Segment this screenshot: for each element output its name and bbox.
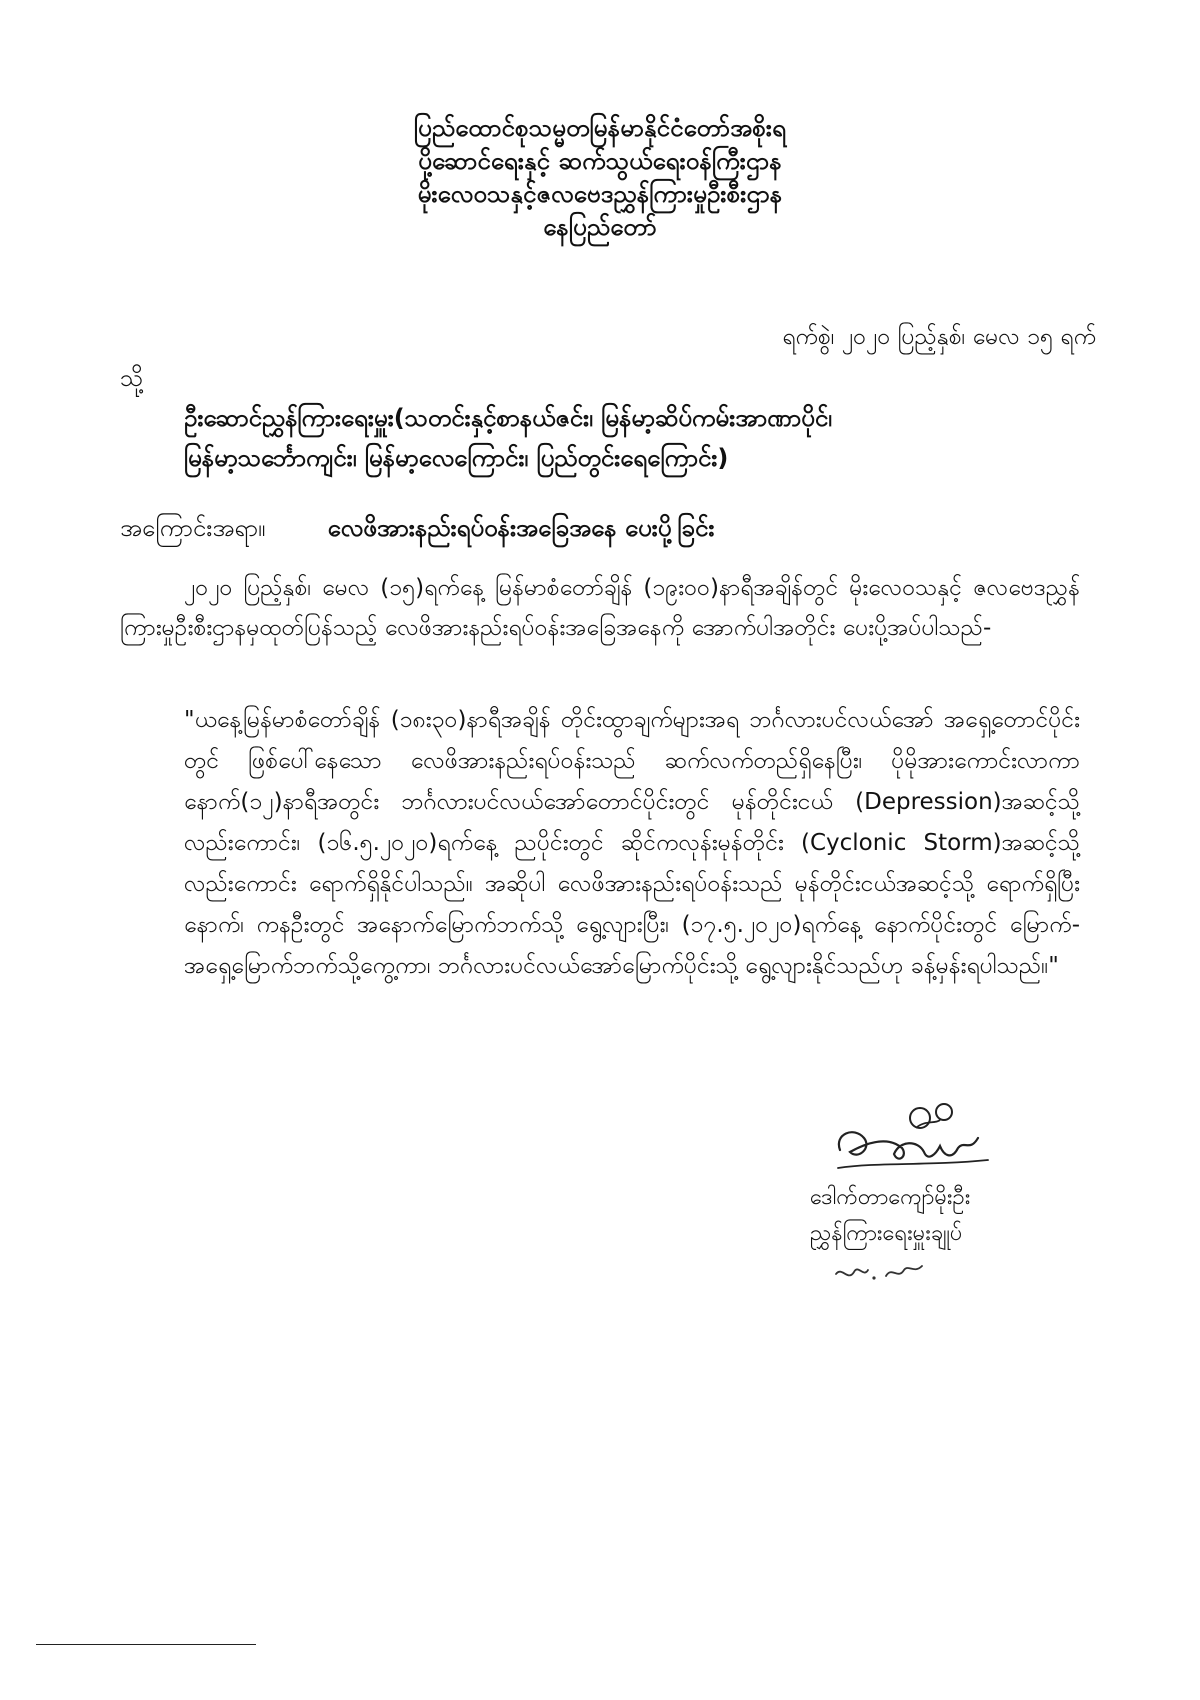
- letter-date: ရက်စွဲ၊ ၂၀၂၀ ပြည့်နှစ်၊ မေလ ၁၅ ရက်: [782, 324, 1096, 350]
- footnote-rule: [36, 1644, 256, 1645]
- letterhead: [0, 112, 1200, 244]
- forecast-quote: "ယနေ့မြန်မာစံတော်ချိန် (၁၈း၃၀)နာရီအချိန် တိုင်းထွာချက်များအရ ဘင်္ဂလားပင်လယ်အော် အရှေ့တောင်ပိုင်းတွင် ဖြစ်ပေါ်နေသော လေဖိအားနည်းရပ်ဝန်းသည် ဆက်လက်တည်ရှိနေပြီး၊ ပိုမိုအားကောင်းလာကာ နောက်(၁၂)နာရီအတွင်း ဘင်္ဂလားပင်လယ်အော်တောင်ပိုင်းတွင် မုန်တိုင်းငယ် (Depression)အဆင့်သို့ လည်းကောင်း၊ (၁၆.၅.၂၀၂၀)ရက်နေ့ ညပိုင်းတွင် ဆိုင်ကလုန်းမုန်တိုင်း (Cyclonic Storm)အဆင့်သို့ လည်းကောင်း ရောက်ရှိနိုင်ပါသည်။ အဆိုပါ လေဖိအားနည်းရပ်ဝန်းသည် မုန်တိုင်းငယ်အဆင့်သို့ ရောက်ရှိပြီးနောက်၊ ကနဦးတွင် အနောက်မြောက်ဘက်သို့ ရွေ့လျားပြီး၊ (၁၇.၅.၂၀၂၀)ရက်နေ့ နောက်ပိုင်းတွင် မြောက်-အရှေ့မြောက်ဘက်သို့ကွေ့ကာ၊ ဘင်္ဂလားပင်လယ်အော်မြောက်ပိုင်းသို့ ရွေ့လျားနိုင်သည်ဟု ခန့်မှန်းရပါသည်။": [184, 707, 1080, 979]
- recipient-line-2: မြန်မာ့သင်္ဘောကျင်း၊ မြန်မာ့လေကြောင်း၊ ပြည်တွင်းရေကြောင်း): [184, 444, 729, 472]
- letterhead-government: ပြည်ထောင်စုသမ္မတမြန်မာနိုင်ငံတော်အစိုးရ: [413, 114, 787, 142]
- handwritten-initials: [830, 1252, 940, 1292]
- subject-label: အကြောင်းအရာ။: [120, 514, 266, 542]
- subject-line: [120, 512, 1100, 548]
- intro-paragraph: ၂၀၂၀ ပြည့်နှစ်၊ မေလ (၁၅)ရက်နေ့ မြန်မာစံတော်ချိန် (၁၉း၀၀)နာရီအချိန်တွင် မိုးလေဝသနှင့် ဇလဗေဒညွှန်ကြားမှုဦးစီးဌာနမှထုတ်ပြန်သည့် လေဖိအားနည်းရပ်ဝန်းအခြေအနေကို အောက်ပါအတိုင်း ပေးပို့အပ်ပါသည်-: [120, 575, 1080, 641]
- signatory-title: ညွှန်ကြားရေးမှူးချုပ်: [810, 1221, 963, 1246]
- recipient-block: [184, 398, 1084, 478]
- signatory-name: ဒေါက်တာကျော်မိုးဦး: [810, 1185, 971, 1210]
- recipient-line-1: ဦးဆောင်ညွှန်ကြားရေးမှူး(သတင်းနှင့်စာနယ်ဇင်း၊ မြန်မာ့ဆိပ်ကမ်းအာဏာပိုင်၊: [184, 404, 832, 432]
- letterhead-ministry: ပို့ဆောင်ရေးနှင့် ဆက်သွယ်ရေးဝန်ကြီးဌာန: [418, 147, 782, 175]
- handwritten-signature: [828, 1090, 998, 1180]
- letterhead-city: နေပြည်တော်: [543, 213, 657, 241]
- signature-block: [810, 1090, 1110, 1292]
- subject-text: လေဖိအားနည်းရပ်ဝန်းအခြေအနေ ပေးပို့ခြင်း: [327, 514, 715, 542]
- letterhead-department: မိုးလေဝသနှင့်ဇလဗေဒညွှန်ကြားမှုဦးစီးဌာန: [417, 180, 783, 208]
- addressee-prefix: သို့: [120, 364, 144, 392]
